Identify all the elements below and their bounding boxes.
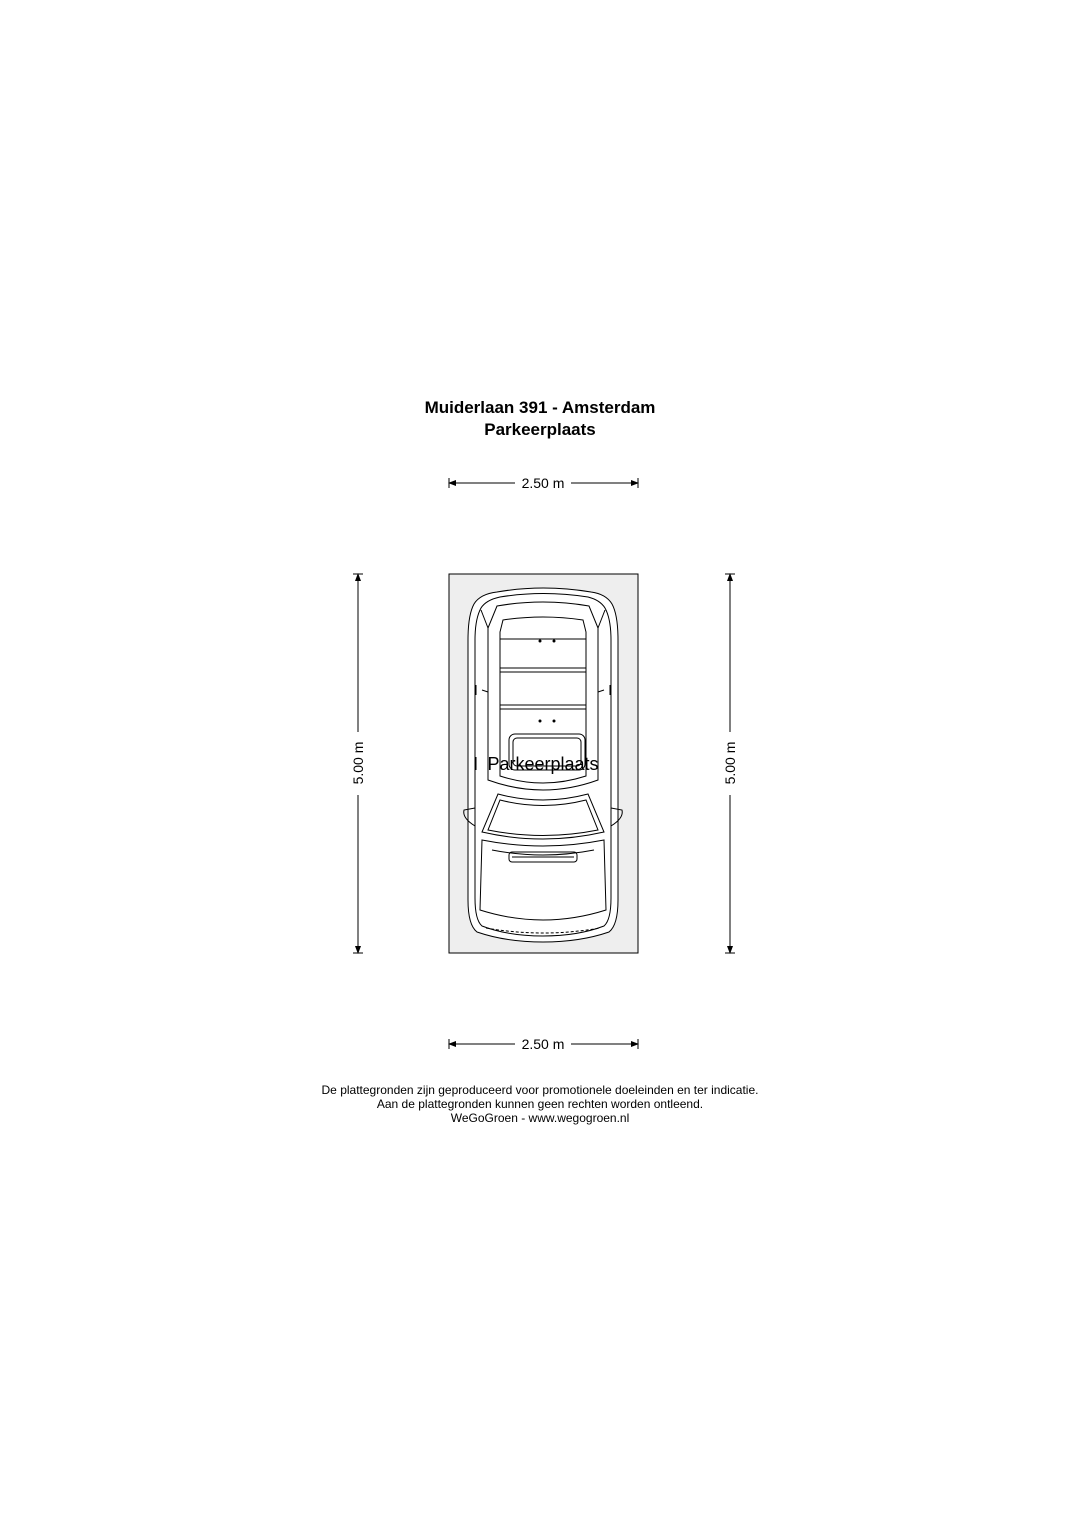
company-credit: WeGoGroen - www.wegogroen.nl: [450, 1111, 630, 1125]
dimension-label-left-depth: 5.00 m: [350, 738, 366, 789]
room-label-parking: Parkeerplaats: [487, 754, 599, 774]
dimension-label-right-depth: 5.00 m: [722, 738, 738, 789]
disclaimer-line-1: De plattegronden zijn geproduceerd voor promotionele doeleinden en ter indicatie.: [321, 1083, 759, 1097]
disclaimer-line-2: Aan de plattegronden kunnen geen rechten worden ontleend.: [376, 1097, 704, 1111]
plan-title-space: Parkeerplaats: [484, 420, 596, 439]
dimension-label-bottom-width: 2.50 m: [518, 1036, 569, 1052]
plan-title-address: Muiderlaan 391 - Amsterdam: [424, 398, 656, 417]
dimension-label-top-width: 2.50 m: [518, 475, 569, 491]
